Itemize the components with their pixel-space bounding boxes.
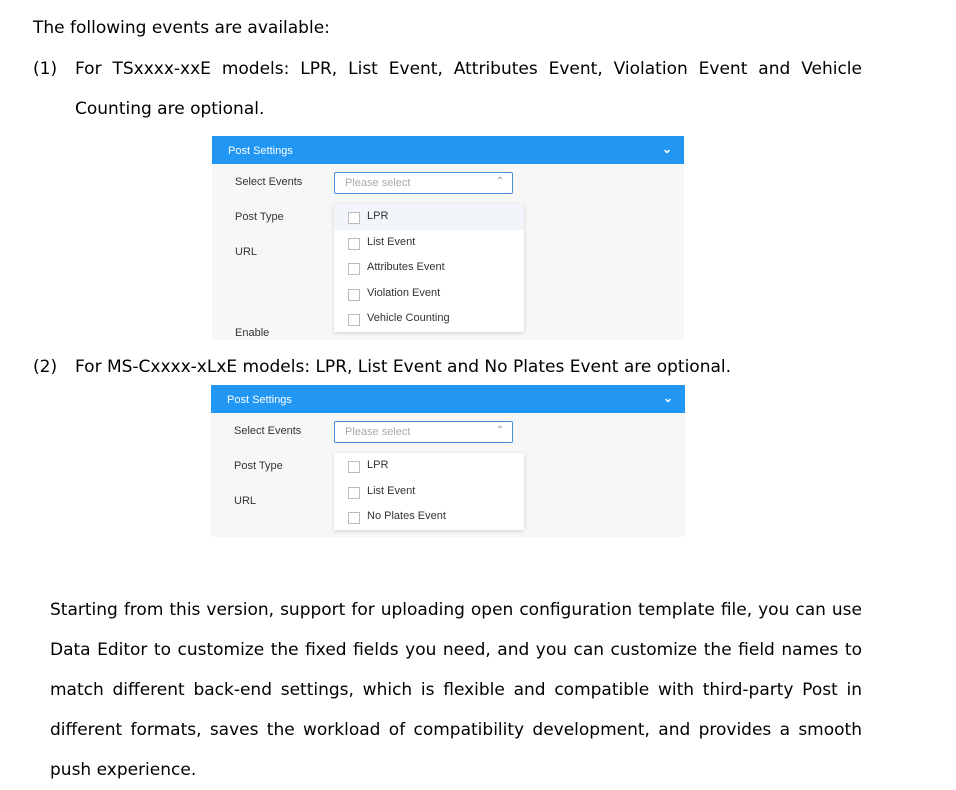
panel-title: Post Settings bbox=[227, 394, 292, 406]
post-settings-panel-2 bbox=[211, 385, 685, 537]
chevron-up-icon: ⌃ bbox=[495, 176, 504, 187]
checkbox[interactable] bbox=[348, 263, 360, 275]
option-label: Attributes Event bbox=[367, 261, 445, 273]
checkbox[interactable] bbox=[348, 212, 360, 224]
option-vehicle-counting[interactable] bbox=[334, 306, 524, 332]
chevron-down-icon[interactable]: ⌄ bbox=[662, 391, 673, 405]
checkbox[interactable] bbox=[348, 289, 360, 301]
chevron-down-icon[interactable]: ⌄ bbox=[661, 142, 672, 156]
checkbox[interactable] bbox=[348, 461, 360, 473]
url-label: URL bbox=[235, 246, 258, 258]
checkbox[interactable] bbox=[348, 512, 360, 524]
item2-number: (2) bbox=[33, 357, 58, 377]
events-dropdown-list bbox=[334, 453, 524, 530]
option-label: List Event bbox=[367, 484, 416, 497]
panel-header[interactable] bbox=[212, 136, 684, 164]
option-violation-event[interactable] bbox=[334, 281, 524, 307]
select-placeholder: Please select bbox=[345, 177, 411, 189]
select-events-label: Select Events bbox=[234, 425, 302, 437]
chevron-up-icon: ⌃ bbox=[495, 425, 504, 436]
checkbox[interactable] bbox=[348, 487, 360, 499]
post-type-label: Post Type bbox=[234, 460, 283, 472]
checkbox[interactable] bbox=[348, 238, 360, 250]
option-label: Violation Event bbox=[367, 286, 441, 299]
enable-label: Enable bbox=[235, 327, 270, 339]
item1-line2: Counting are optional. bbox=[75, 99, 265, 119]
option-label: LPR bbox=[367, 459, 389, 471]
post-settings-panel-1 bbox=[212, 136, 684, 340]
option-attributes-event[interactable] bbox=[334, 255, 524, 281]
description-paragraph: Starting from this version, support for uploading open configuration template file, you can use Data Editor to customize the fixed fields you need, and you can customize the field names to match different back-end settings, which is flexible and compatible with third-party Post in different formats, saves the workload of compatibility development, and provides a smooth push experience. bbox=[50, 600, 862, 780]
option-lpr[interactable] bbox=[334, 204, 524, 230]
item2-text: For MS-Cxxxx-xLxE models: LPR, List Event and No Plates Event are optional. bbox=[75, 357, 732, 377]
option-no-plates-event[interactable] bbox=[334, 504, 524, 530]
option-list-event[interactable] bbox=[334, 230, 524, 256]
checkbox[interactable] bbox=[348, 314, 360, 326]
panel-title: Post Settings bbox=[228, 145, 293, 157]
select-events-dropdown[interactable] bbox=[334, 172, 513, 194]
select-events-label: Select Events bbox=[235, 176, 303, 188]
select-placeholder: Please select bbox=[345, 426, 411, 438]
post-type-label: Post Type bbox=[235, 211, 284, 223]
option-label: Vehicle Counting bbox=[367, 312, 450, 324]
select-events-dropdown[interactable] bbox=[334, 421, 513, 443]
option-label: No Plates Event bbox=[367, 510, 446, 522]
panel-header[interactable] bbox=[211, 385, 685, 413]
option-list-event[interactable] bbox=[334, 479, 524, 505]
option-label: LPR bbox=[367, 210, 389, 222]
url-label: URL bbox=[234, 495, 257, 507]
option-label: List Event bbox=[367, 235, 416, 248]
item1-line1: For TSxxxx-xxE models: LPR, List Event, Attributes Event, Violation Event and Vehicle bbox=[75, 59, 862, 79]
events-dropdown-list bbox=[334, 204, 524, 332]
intro-text: The following events are available: bbox=[33, 18, 330, 38]
option-lpr[interactable] bbox=[334, 453, 524, 479]
item1-number: (1) bbox=[33, 59, 58, 79]
